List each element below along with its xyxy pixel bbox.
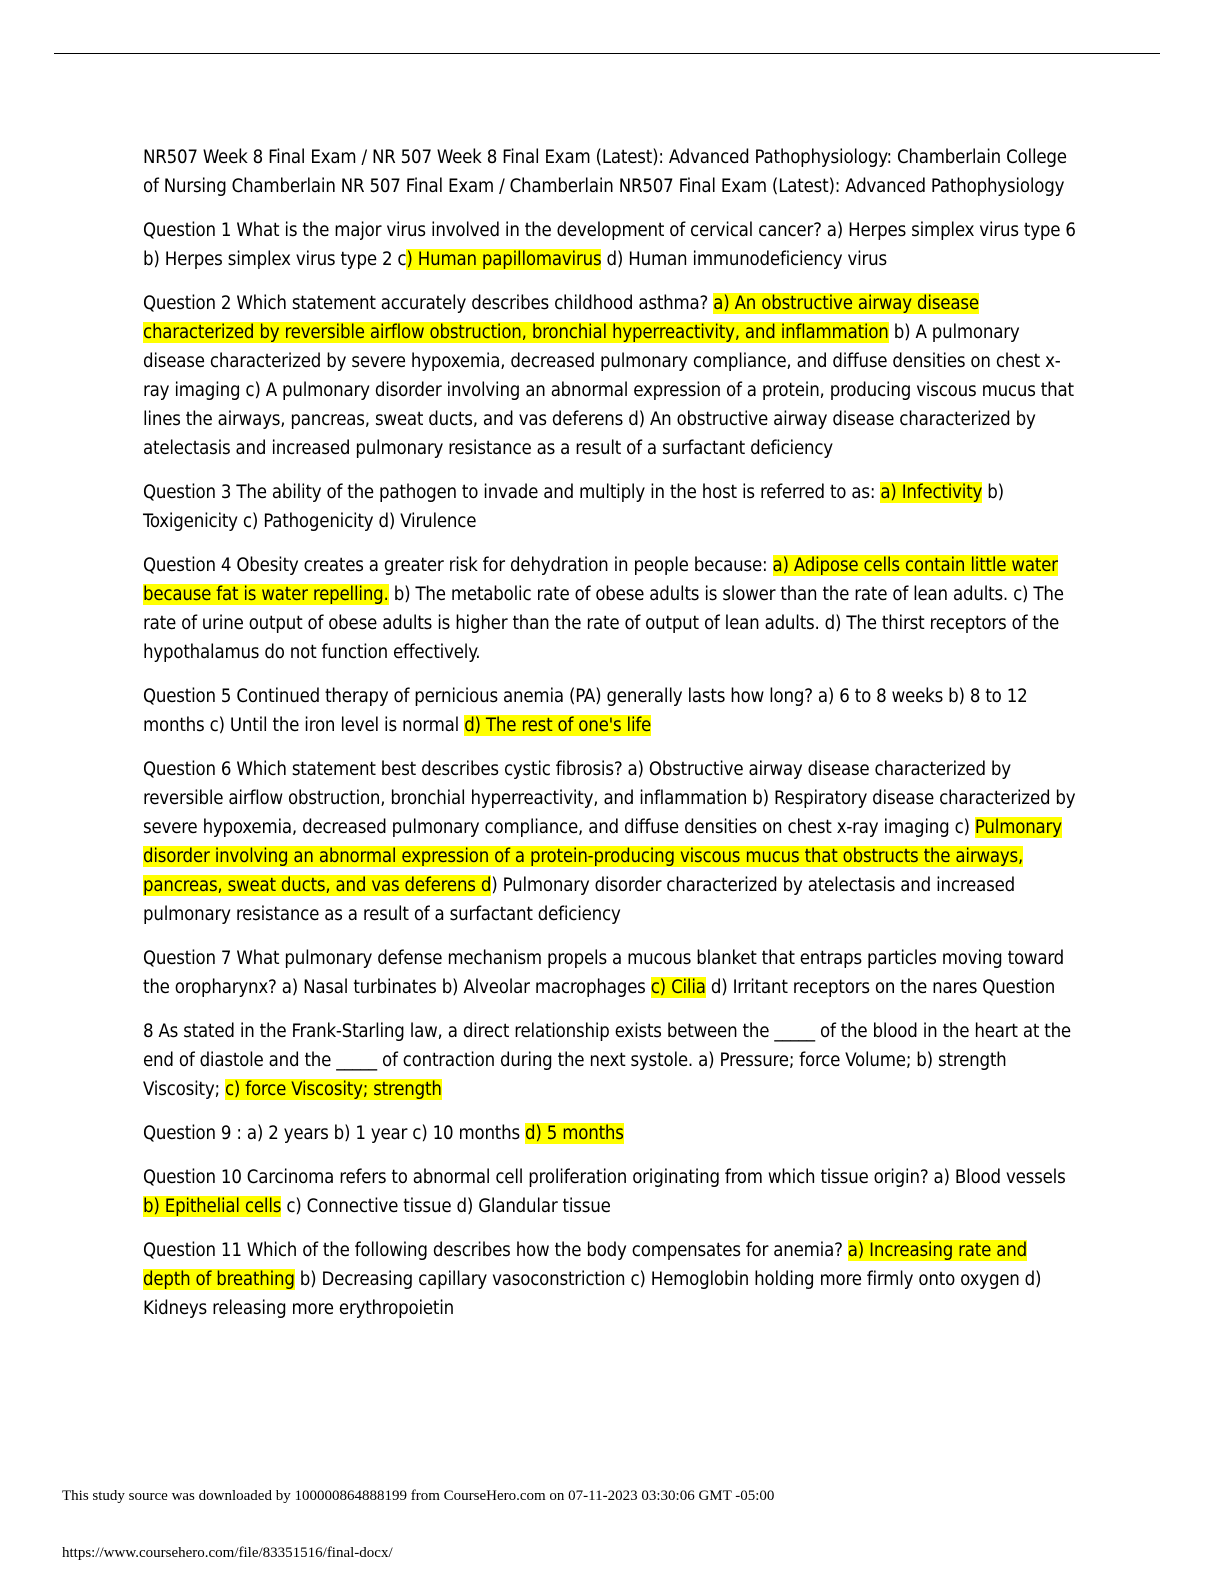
footer-source-line: This study source was downloaded by 100000864888199 from CourseHero.com on 07-11-2023 03:30:06 GMT -05:00 xyxy=(62,1488,775,1504)
document-body xyxy=(143,143,1078,1338)
question-remaining: b) A pulmonary disease characterized by severe hypoxemia, decreased pulmonary compliance, and diffuse densities on chest x-ray imaging c) A pulmonary disorder involving an abnormal expression of a protein, producing viscous mucus that lines the airways, pancreas, sweat ducts, and vas deferens d) An obstructive airway disease characterized by atelectasis and increased pulmonary resistance as a result of a surfactant deficiency xyxy=(143,322,1074,459)
question-5 xyxy=(143,682,1078,740)
question-remaining: b) Toxigenicity c) Pathogenicity d) Virulence xyxy=(143,482,1004,532)
highlighted-answer: c) force Viscosity; strength xyxy=(224,1079,442,1100)
question-3 xyxy=(143,478,1078,536)
question-4 xyxy=(143,551,1078,667)
question-7 xyxy=(143,944,1078,1002)
question-remaining: b) The metabolic rate of obese adults is slower than the rate of lean adults. c) The rate of urine output of obese adults is higher than the rate of output of lean adults. d) The thirst receptors of the hypothalamus do not function effectively. xyxy=(143,584,1064,663)
question-text: Question 3 The ability of the pathogen to invade and multiply in the host is referred to as: xyxy=(143,482,881,503)
highlighted-answer: a) Adipose cells contain little water because fat is water repelling. xyxy=(143,555,1058,605)
question-text: Question 11 Which of the following describes how the body compensates for anemia? xyxy=(143,1240,848,1261)
highlighted-answer: d) The rest of one's life xyxy=(464,715,652,736)
question-text: Question 5 Continued therapy of pernicious anemia (PA) generally lasts how long? a) 6 to 8 weeks b) 8 to 12 months c) Until the iron level is normal xyxy=(143,686,1028,736)
footer-url-link[interactable]: https://www.coursehero.com/file/83351516/final-docx/ xyxy=(62,1545,393,1561)
question-text: Question 7 What pulmonary defense mechanism propels a mucous blanket that entraps particles moving toward the oropharynx? a) Nasal turbinates b) Alveolar macrophages xyxy=(143,948,1065,998)
question-text: 8 As stated in the Frank-Starling law, a direct relationship exists between the _____ of the blood in the heart at the end of diastole and the _____ of contraction during the next systole. a) Pressure; force Volume; b) strength Viscosity; xyxy=(143,1021,1071,1100)
highlighted-answer: c) Cilia xyxy=(650,977,706,998)
question-6 xyxy=(143,755,1078,929)
highlighted-answer: ) Human papillomavirus xyxy=(406,249,602,270)
question-8 xyxy=(143,1017,1078,1104)
question-text: Question 1 What is the major virus involved in the development of cervical cancer? a) Herpes simplex virus type 6 b) Herpes simplex virus type 2 c xyxy=(143,220,1076,270)
question-10 xyxy=(143,1163,1078,1221)
question-text: Question 9 : a) 2 years b) 1 year c) 10 months xyxy=(143,1123,526,1144)
highlighted-answer: Pulmonary disorder involving an abnormal expression of a protein-producing viscous mucus that obstructs the airways, pancreas, sweat ducts, and vas deferens d xyxy=(143,817,1062,896)
document-title: NR507 Week 8 Final Exam / NR 507 Week 8 Final Exam (Latest): Advanced Pathophysiology: Chamberlain College of Nursing Chamberlain NR 507 Final Exam / Chamberlain NR507 Final Exam (Latest): Advanced Pathophysiology xyxy=(143,147,1067,197)
highlighted-answer: a) An obstructive airway disease characterized by reversible airflow obstruction, bronchial hyperreactivity, and inflammation xyxy=(143,293,979,343)
highlighted-answer: a) Infectivity xyxy=(880,482,983,503)
question-text: Question 10 Carcinoma refers to abnormal cell proliferation originating from which tissue origin? a) Blood vessels xyxy=(143,1167,1066,1188)
top-divider xyxy=(54,53,1160,54)
highlighted-answer: b) Epithelial cells xyxy=(143,1196,282,1217)
highlighted-answer: d) 5 months xyxy=(525,1123,624,1144)
question-9 xyxy=(143,1119,1078,1148)
question-text: Question 2 Which statement accurately describes childhood asthma? xyxy=(143,293,714,314)
question-remaining: ) Pulmonary disorder characterized by atelectasis and increased pulmonary resistance as a result of a surfactant deficiency xyxy=(143,875,1015,925)
question-text: Question 4 Obesity creates a greater risk for dehydration in people because: xyxy=(143,555,773,576)
highlighted-answer: a) Increasing rate and depth of breathing xyxy=(143,1240,1027,1290)
question-text: Question 6 Which statement best describes cystic fibrosis? a) Obstructive airway disease characterized by reversible airflow obstruction, bronchial hyperreactivity, and inflammation b) Respiratory disease characterized by severe hypoxemia, decreased pulmonary compliance, and diffuse densities on chest x-ray imaging c) xyxy=(143,759,1076,838)
question-1 xyxy=(143,216,1078,274)
question-2 xyxy=(143,289,1078,463)
question-remaining: d) Human immunodeficiency virus xyxy=(601,249,887,270)
question-remaining: c) Connective tissue d) Glandular tissue xyxy=(281,1196,611,1217)
question-remaining: d) Irritant receptors on the nares Question xyxy=(705,977,1056,998)
question-remaining: b) Decreasing capillary vasoconstriction c) Hemoglobin holding more firmly onto oxygen d) Kidneys releasing more erythropoietin xyxy=(143,1269,1042,1319)
question-11 xyxy=(143,1236,1078,1323)
